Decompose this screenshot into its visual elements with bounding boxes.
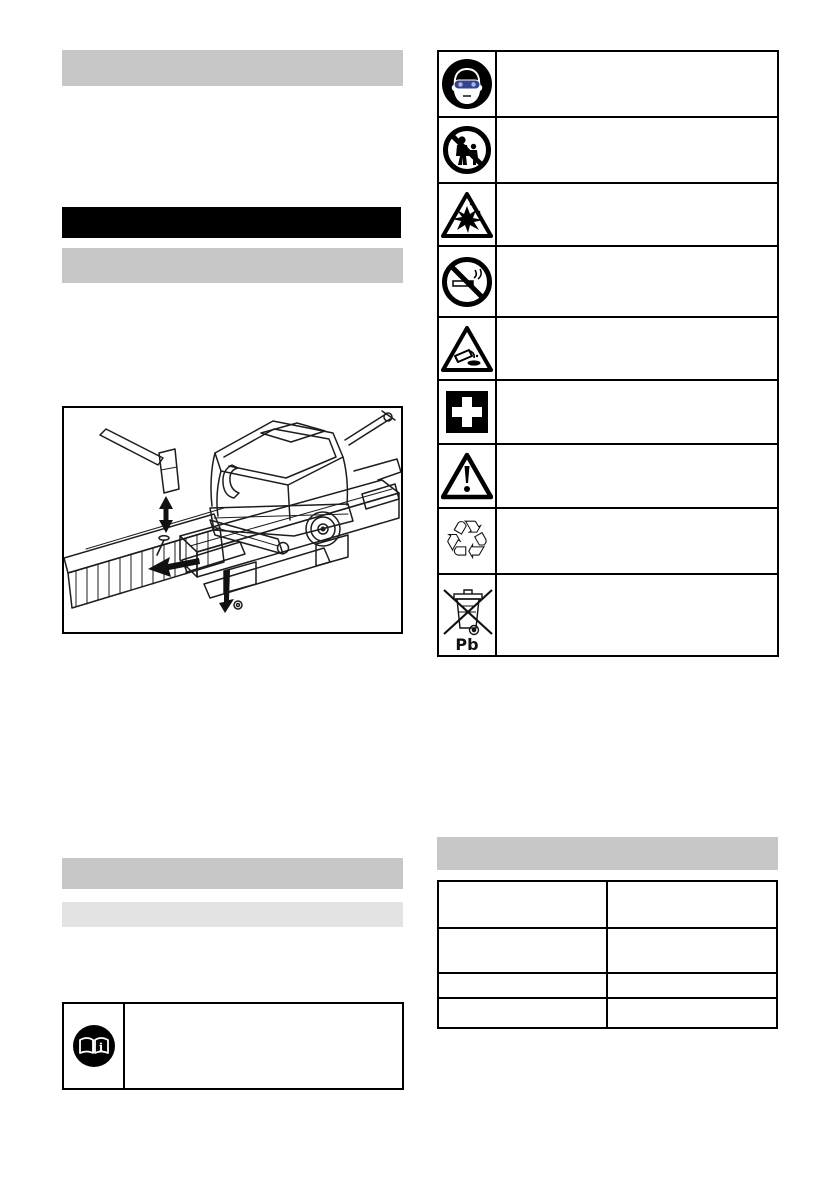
spec-cell bbox=[439, 882, 608, 927]
symbol-text bbox=[497, 118, 777, 182]
general-warning-icon bbox=[441, 452, 493, 500]
removal-arrow-left-icon bbox=[148, 557, 200, 577]
subsection-heading-bar bbox=[62, 902, 403, 927]
table-row bbox=[439, 999, 776, 1027]
symbol-text bbox=[497, 318, 777, 379]
no-smoking-icon bbox=[441, 256, 493, 308]
symbol-text bbox=[497, 509, 777, 573]
section-heading-bar-2 bbox=[62, 248, 403, 283]
table-row bbox=[439, 52, 777, 118]
note-text bbox=[125, 1004, 402, 1088]
table-row bbox=[439, 318, 777, 381]
symbol-text bbox=[497, 575, 777, 655]
section-heading-bar-top bbox=[62, 50, 403, 86]
spec-cell bbox=[608, 882, 776, 927]
scrubber-machine-on-pallet-illustration bbox=[64, 408, 401, 632]
symbol-text bbox=[497, 184, 777, 245]
symbol-text bbox=[497, 247, 777, 316]
table-row bbox=[439, 882, 776, 929]
note-box bbox=[62, 1002, 404, 1090]
manual-info-icon bbox=[72, 1024, 116, 1068]
chapter-heading-bar bbox=[62, 207, 401, 238]
spec-cell bbox=[439, 999, 608, 1027]
svg-text:i: i bbox=[98, 1041, 103, 1054]
table-row bbox=[439, 184, 777, 247]
note-icon-cell bbox=[64, 1004, 125, 1088]
battery-acid-hazard-icon bbox=[441, 325, 493, 373]
machine-wheel bbox=[306, 512, 340, 546]
spec-cell bbox=[608, 999, 776, 1027]
spec-cell bbox=[608, 929, 776, 972]
table-row bbox=[439, 381, 777, 445]
battery-chemistry-label: Pb bbox=[455, 634, 479, 654]
symbol-text bbox=[497, 445, 777, 507]
table-row bbox=[439, 929, 776, 974]
explosion-hazard-icon bbox=[441, 191, 493, 239]
battery-disposal-icon bbox=[440, 578, 494, 636]
table-row bbox=[439, 974, 776, 999]
hammer-icon bbox=[100, 429, 179, 493]
symbol-text bbox=[497, 52, 777, 116]
table-row bbox=[439, 247, 777, 318]
table-row bbox=[439, 118, 777, 184]
symbol-text bbox=[497, 381, 777, 443]
section-heading-bar-right bbox=[437, 837, 778, 870]
wear-eye-protection-icon bbox=[441, 58, 493, 110]
table-row bbox=[439, 509, 777, 575]
double-headed-arrow-icon bbox=[159, 496, 173, 533]
first-aid-icon bbox=[444, 389, 490, 435]
recycling-icon: ♲ bbox=[442, 509, 492, 572]
spec-cell bbox=[608, 974, 776, 997]
spec-table bbox=[437, 880, 778, 1029]
section-heading-bar-3 bbox=[62, 858, 403, 889]
table-row bbox=[439, 575, 777, 655]
spec-cell bbox=[439, 929, 608, 972]
keep-children-away-icon bbox=[442, 125, 492, 175]
safety-symbol-table bbox=[437, 50, 779, 657]
table-row bbox=[439, 445, 777, 509]
spec-cell bbox=[439, 974, 608, 997]
unpacking-figure bbox=[62, 406, 403, 634]
machine-handle bbox=[345, 411, 395, 445]
